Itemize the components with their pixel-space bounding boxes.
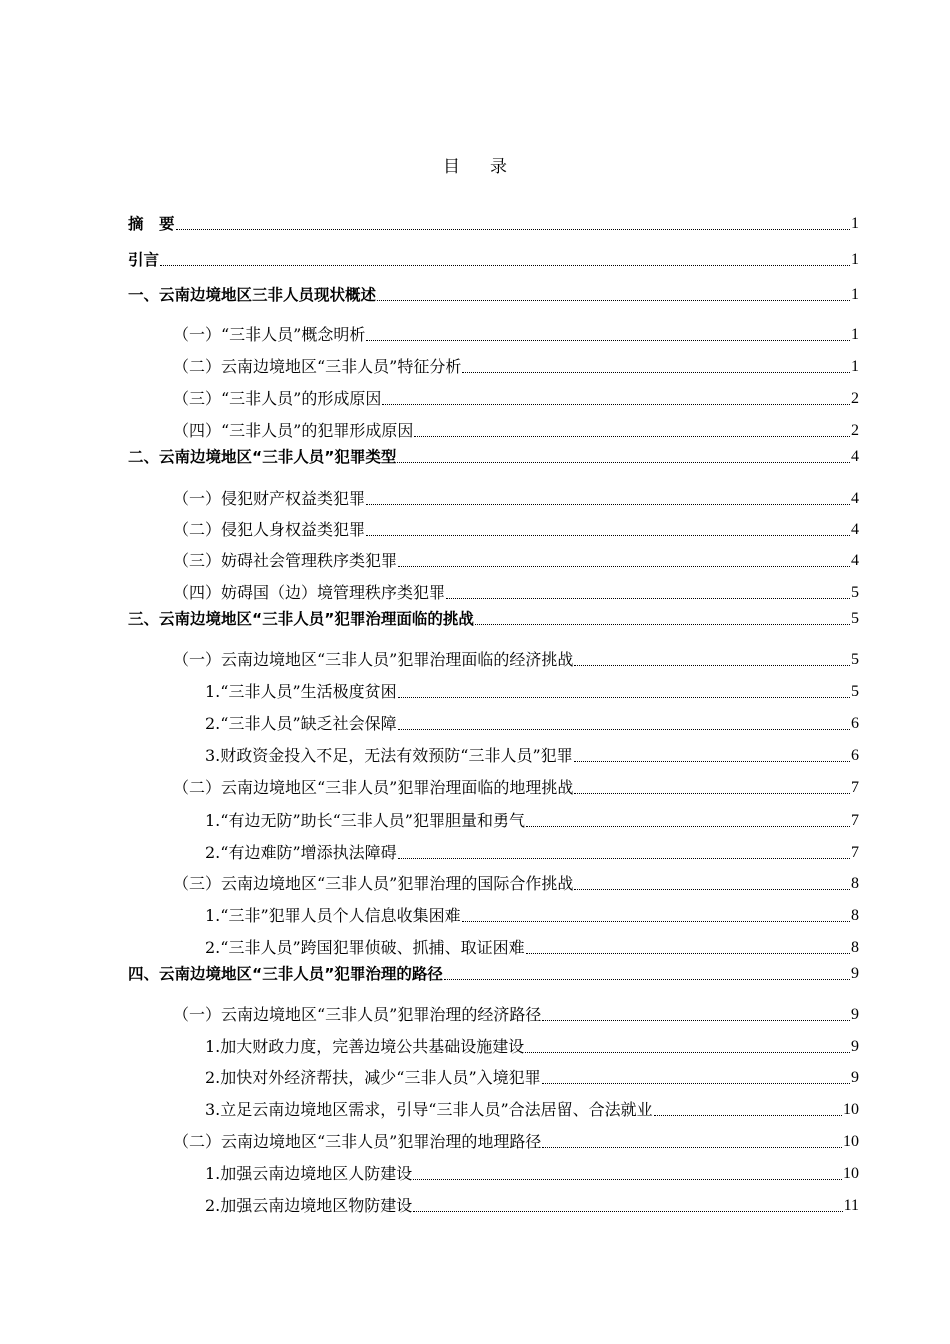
toc-entry-introduction[interactable] bbox=[128, 250, 859, 270]
dot-leader bbox=[462, 372, 850, 373]
dot-leader bbox=[160, 265, 850, 266]
toc-entry-text: （四）“三非人员”的犯罪形成原因 bbox=[173, 421, 414, 440]
toc-entry-page: 4 bbox=[851, 521, 859, 538]
dot-leader bbox=[397, 462, 850, 463]
toc-entry-page: 7 bbox=[851, 844, 859, 861]
dot-leader bbox=[413, 1179, 842, 1180]
toc-entry-text: 四、云南边境地区“三非人员”犯罪治理的路径 bbox=[128, 965, 443, 983]
toc-entry-page: 7 bbox=[851, 779, 859, 796]
toc-entry-text: （一）“三非人员”概念明析 bbox=[173, 325, 366, 344]
toc-entry-text: （三）云南边境地区“三非人员”犯罪治理的国际合作挑战 bbox=[173, 874, 574, 893]
toc-entry-page: 6 bbox=[851, 747, 859, 764]
dot-leader bbox=[574, 761, 850, 762]
toc-entry-page: 5 bbox=[851, 610, 859, 627]
toc-entry-text: （三）“三非人员”的形成原因 bbox=[173, 389, 382, 408]
toc-entry-page: 4 bbox=[851, 448, 859, 465]
dot-leader bbox=[542, 1020, 850, 1021]
toc-entry-2-2[interactable] bbox=[173, 520, 859, 540]
dot-leader bbox=[526, 953, 850, 954]
toc-entry-page: 1 bbox=[851, 358, 859, 375]
toc-entry-text: 1.加大财政力度，完善边境公共基础设施建设 bbox=[205, 1037, 525, 1056]
toc-entry-3-3-1[interactable] bbox=[205, 906, 859, 926]
toc-entry-text: 2.“三非人员”缺乏社会保障 bbox=[205, 714, 397, 733]
toc-entry-text: （一）侵犯财产权益类犯罪 bbox=[173, 489, 366, 508]
toc-entry-1-2[interactable] bbox=[173, 357, 859, 377]
toc-entry-page: 5 bbox=[851, 584, 859, 601]
dot-leader bbox=[414, 436, 850, 437]
toc-entry-2-4[interactable] bbox=[173, 583, 859, 603]
dot-leader bbox=[574, 665, 850, 666]
toc-entry-1-1[interactable] bbox=[173, 325, 859, 345]
toc-entry-4-2[interactable] bbox=[173, 1132, 859, 1152]
toc-entry-4-1-2[interactable] bbox=[205, 1068, 859, 1088]
toc-entry-page: 7 bbox=[851, 812, 859, 829]
toc-entry-text: 2.“三非人员”跨国犯罪侦破、抓捕、取证困难 bbox=[205, 938, 525, 957]
toc-entry-4-2-1[interactable] bbox=[205, 1164, 859, 1184]
toc-entry-chapter-2[interactable] bbox=[128, 447, 859, 467]
toc-entry-page: 8 bbox=[851, 875, 859, 892]
toc-entry-text: 一、云南边境地区三非人员现状概述 bbox=[128, 286, 377, 304]
dot-leader bbox=[366, 504, 850, 505]
toc-entry-4-1[interactable] bbox=[173, 1005, 859, 1025]
toc-entry-page: 9 bbox=[851, 965, 859, 982]
toc-entry-3-3[interactable] bbox=[173, 874, 859, 894]
toc-entry-text: 三、云南边境地区“三非人员”犯罪治理面临的挑战 bbox=[128, 610, 474, 628]
toc-entry-text: 1.“三非”犯罪人员个人信息收集困难 bbox=[205, 906, 461, 925]
toc-entry-1-3[interactable] bbox=[173, 389, 859, 409]
toc-entry-abstract[interactable] bbox=[128, 214, 859, 234]
toc-entry-page: 2 bbox=[851, 422, 859, 439]
toc-entry-text: （四）妨碍国（边）境管理秩序类犯罪 bbox=[173, 583, 446, 602]
toc-entry-page: 10 bbox=[843, 1101, 859, 1118]
toc-entry-1-4[interactable] bbox=[173, 421, 859, 441]
dot-leader bbox=[444, 979, 850, 980]
toc-entry-page: 8 bbox=[851, 939, 859, 956]
dot-leader bbox=[542, 1147, 842, 1148]
toc-entry-page: 6 bbox=[851, 715, 859, 732]
toc-entry-3-1[interactable] bbox=[173, 650, 859, 670]
toc-entry-3-1-3[interactable] bbox=[205, 746, 859, 766]
toc-entry-page: 9 bbox=[851, 1069, 859, 1086]
dot-leader bbox=[398, 729, 850, 730]
toc-entry-3-1-2[interactable] bbox=[205, 714, 859, 734]
dot-leader bbox=[446, 598, 850, 599]
dot-leader bbox=[654, 1115, 842, 1116]
toc-entry-2-3[interactable] bbox=[173, 551, 859, 571]
toc-entry-text: 摘 要 bbox=[128, 215, 175, 233]
toc-entry-page: 9 bbox=[851, 1006, 859, 1023]
toc-entry-text: （三）妨碍社会管理秩序类犯罪 bbox=[173, 551, 398, 570]
dot-leader bbox=[377, 300, 850, 301]
toc-entry-text: （二）侵犯人身权益类犯罪 bbox=[173, 520, 366, 539]
toc-entry-text: 3.财政资金投入不足，无法有效预防“三非人员”犯罪 bbox=[205, 746, 573, 765]
dot-leader bbox=[525, 1052, 850, 1053]
dot-leader bbox=[542, 1083, 850, 1084]
toc-entry-3-2[interactable] bbox=[173, 778, 859, 798]
toc-entry-page: 4 bbox=[851, 490, 859, 507]
toc-entry-text: 2.加快对外经济帮扶，减少“三非人员”入境犯罪 bbox=[205, 1068, 541, 1087]
dot-leader bbox=[398, 858, 850, 859]
dot-leader bbox=[366, 340, 850, 341]
dot-leader bbox=[462, 921, 850, 922]
toc-entry-text: 1.“三非人员”生活极度贫困 bbox=[205, 682, 397, 701]
toc-entry-page: 1 bbox=[851, 286, 859, 303]
dot-leader bbox=[398, 566, 850, 567]
toc-entry-page: 4 bbox=[851, 552, 859, 569]
toc-entry-text: 3.立足云南边境地区需求，引导“三非人员”合法居留、合法就业 bbox=[205, 1100, 653, 1119]
toc-entry-page: 9 bbox=[851, 1038, 859, 1055]
dot-leader bbox=[526, 826, 850, 827]
toc-entry-page: 1 bbox=[851, 326, 859, 343]
toc-entry-page: 5 bbox=[851, 651, 859, 668]
dot-leader bbox=[574, 889, 850, 890]
dot-leader bbox=[176, 229, 850, 230]
toc-entry-text: （二）云南边境地区“三非人员”特征分析 bbox=[173, 357, 462, 376]
toc-entry-4-1-1[interactable] bbox=[205, 1037, 859, 1057]
toc-entry-text: 引言 bbox=[128, 251, 160, 269]
dot-leader bbox=[382, 404, 850, 405]
toc-entry-3-1-1[interactable] bbox=[205, 682, 859, 702]
toc-entry-text: 二、云南边境地区“三非人员”犯罪类型 bbox=[128, 448, 397, 466]
toc-entry-page: 5 bbox=[851, 683, 859, 700]
toc-entry-4-2-2[interactable] bbox=[205, 1196, 859, 1216]
toc-entry-page: 10 bbox=[843, 1165, 859, 1182]
toc-entry-page: 1 bbox=[851, 215, 859, 232]
toc-entry-3-3-2[interactable] bbox=[205, 938, 859, 958]
dot-leader bbox=[475, 624, 850, 625]
toc-entry-3-2-1[interactable] bbox=[205, 811, 859, 831]
toc-entry-text: （二）云南边境地区“三非人员”犯罪治理的地理路径 bbox=[173, 1132, 542, 1151]
toc-entry-text: （二）云南边境地区“三非人员”犯罪治理面临的地理挑战 bbox=[173, 778, 574, 797]
toc-entry-2-1[interactable] bbox=[173, 489, 859, 509]
toc-entry-page: 11 bbox=[843, 1197, 859, 1214]
dot-leader bbox=[398, 697, 850, 698]
toc-entry-3-2-2[interactable] bbox=[205, 843, 859, 863]
dot-leader bbox=[574, 793, 850, 794]
toc-entry-text: 1.“有边无防”助长“三非人员”犯罪胆量和勇气 bbox=[205, 811, 525, 830]
dot-leader bbox=[366, 535, 850, 536]
toc-entry-chapter-4[interactable] bbox=[128, 964, 859, 984]
toc-title: 目录 bbox=[443, 157, 537, 177]
toc-entry-text: 2.加强云南边境地区物防建设 bbox=[205, 1196, 413, 1215]
toc-entry-chapter-3[interactable] bbox=[128, 609, 859, 629]
toc-entry-text: 1.加强云南边境地区人防建设 bbox=[205, 1164, 413, 1183]
dot-leader bbox=[413, 1211, 842, 1212]
toc-entry-page: 1 bbox=[851, 251, 859, 268]
toc-entry-chapter-1[interactable] bbox=[128, 285, 859, 305]
toc-entry-text: （一）云南边境地区“三非人员”犯罪治理的经济路径 bbox=[173, 1005, 542, 1024]
toc-entry-page: 2 bbox=[851, 390, 859, 407]
toc-entry-page: 10 bbox=[843, 1133, 859, 1150]
toc-entry-text: （一）云南边境地区“三非人员”犯罪治理面临的经济挑战 bbox=[173, 650, 574, 669]
toc-entry-page: 8 bbox=[851, 907, 859, 924]
toc-entry-4-1-3[interactable] bbox=[205, 1100, 859, 1120]
toc-entry-text: 2.“有边难防”增添执法障碍 bbox=[205, 843, 397, 862]
